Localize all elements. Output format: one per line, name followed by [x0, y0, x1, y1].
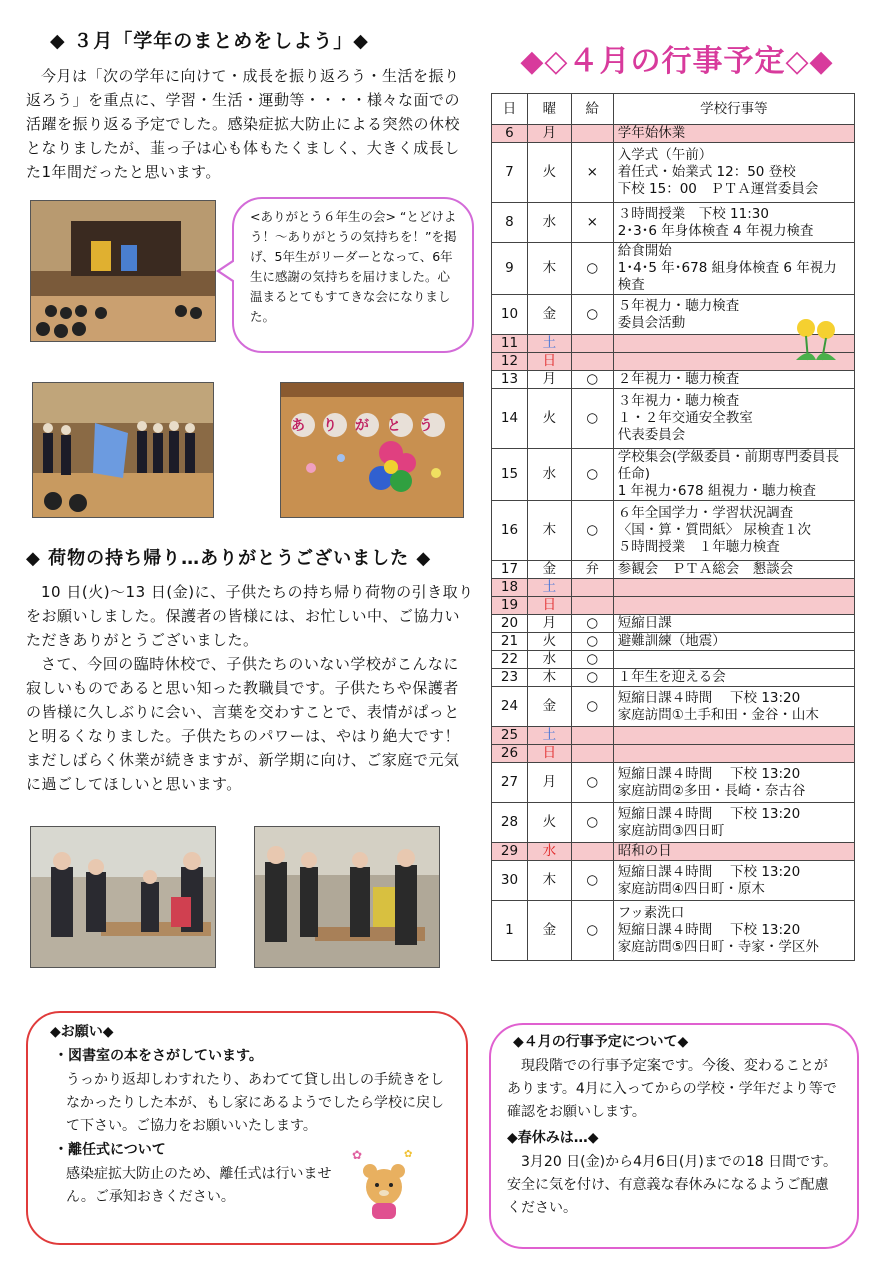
schedule-row	[492, 843, 855, 861]
schedule-weekday-cell: 日	[527, 745, 571, 763]
schedule-weekday-cell: 火	[527, 633, 571, 651]
schedule-weekday-cell: 土	[527, 335, 571, 353]
schedule-weekday-cell: 月	[527, 615, 571, 633]
notice-title: ◆お願い◆	[50, 1024, 114, 1040]
schedule-event-cell: 短縮日課４時間 下校 13:20 家庭訪問④四日町・原木	[613, 861, 854, 901]
schedule-event-cell	[613, 727, 854, 745]
schedule-day-cell: 11	[492, 335, 528, 353]
schedule-day-cell: 30	[492, 861, 528, 901]
schedule-day-cell: 25	[492, 727, 528, 745]
section-heading-march: ◆ ３月「学年のまとめをしよう」◆	[50, 30, 369, 52]
schedule-event-cell: 短縮日課４時間 下校 13:20 家庭訪問③四日町	[613, 803, 854, 843]
schedule-lunch-cell: ×	[571, 143, 613, 203]
schedule-weekday-cell: 月	[527, 371, 571, 389]
schedule-day-cell: 10	[492, 295, 528, 335]
schedule-day-cell: 18	[492, 579, 528, 597]
schedule-lunch-cell	[571, 597, 613, 615]
parents-pickup-image-2	[255, 827, 439, 967]
schedule-lunch-cell: ○	[571, 371, 613, 389]
schedule-row	[492, 727, 855, 745]
schedule-lunch-cell: ○	[571, 861, 613, 901]
schedule-event-cell: ３時間授業 下校 11:30 2･3･6 年身体検査 4 年視力検査	[613, 203, 854, 243]
bear-illustration	[344, 1143, 424, 1223]
schedule-lunch-cell: ○	[571, 615, 613, 633]
dandelion-illustration	[790, 316, 842, 364]
thanks-event-bubble	[232, 197, 474, 353]
schedule-day-cell: 16	[492, 501, 528, 561]
april-schedule-title: ◆◇４月の行事予定◇◆	[520, 44, 834, 79]
schedule-lunch-cell: ×	[571, 203, 613, 243]
schedule-event-cell: １年生を迎える会	[613, 669, 854, 687]
schedule-weekday-cell: 金	[527, 295, 571, 335]
schedule-day-cell: 23	[492, 669, 528, 687]
april-schedule-table	[491, 93, 855, 961]
march-summary-paragraph: 今月は「次の学年に向けて・成長を振り返ろう・生活を振り返ろう」を重点に、学習・生活・運動等・・・・様々な面での活躍を振り返る予定でした。感染症拡大防止による突然の休校となりましたが、韮っ子は心も体もたくましく、大きく成長した1年間だったと思います。	[26, 67, 461, 181]
farewell-ceremony-body: 感染症拡大防止のため、離任式は行いません。ご承知おきください。	[66, 1166, 332, 1205]
schedule-day-cell: 21	[492, 633, 528, 651]
students-flag-photo	[32, 382, 214, 518]
schedule-lunch-cell: ○	[571, 633, 613, 651]
schedule-header-row	[492, 94, 855, 125]
schedule-weekday-cell: 金	[527, 901, 571, 961]
schedule-row	[492, 745, 855, 763]
schedule-note-body: 現段階での行事予定案です。今後、変わることがあります。4月に入ってからの学校・学年だより等で確認をお願いします。	[507, 1058, 837, 1120]
notice-box	[26, 1011, 468, 1245]
schedule-row	[492, 687, 855, 727]
assembly-hall-photo	[30, 200, 216, 342]
schedule-event-cell	[613, 579, 854, 597]
belongings-paragraph-1: 10 日(火)～13 日(金)に、子供たちの持ち帰り荷物の引き取りをお願いしました。保護者の皆様には、お忙しい中、ご協力いただきありがとうございました。	[26, 583, 474, 649]
belongings-paragraph-2: さて、今回の臨時休校で、子供たちのいない学校がこんなに寂しいものであると思い知った教職員です。子供たちや保護者の皆様に久しぶりに会い、言葉を交わすことで、表情がぱっとと明るくなりました。子供たちのパワーは、やはり絶大です！まだしばらく休業が続きますが、新学期に向け、ご家庭で元気に過ごしてほしいと思います。	[26, 655, 461, 793]
schedule-event-cell: 短縮日課４時間 下校 13:20 家庭訪問①土手和田・金谷・山木	[613, 687, 854, 727]
schedule-weekday-cell: 日	[527, 597, 571, 615]
bubble-tail-inner	[220, 261, 235, 281]
schedule-event-cell: 昭和の日	[613, 843, 854, 861]
library-notice-title: ・図書室の本をさがしています。	[54, 1048, 263, 1064]
schedule-event-cell: フッ素洗口 短縮日課４時間 下校 13:20 家庭訪問⑤四日町・寺家・学区外	[613, 901, 854, 961]
schedule-row	[492, 651, 855, 669]
header-day: 日	[492, 94, 528, 125]
schedule-row	[492, 203, 855, 243]
schedule-day-cell: 13	[492, 371, 528, 389]
schedule-row	[492, 669, 855, 687]
header-weekday: 曜	[527, 94, 571, 125]
schedule-weekday-cell: 月	[527, 125, 571, 143]
schedule-weekday-cell: 金	[527, 687, 571, 727]
schedule-lunch-cell: ○	[571, 295, 613, 335]
schedule-event-cell: ６年全国学力・学習状況調査 〈国・算・質問紙〉 尿検査１次 ５時間授業 １年聴力検査	[613, 501, 854, 561]
schedule-weekday-cell: 火	[527, 143, 571, 203]
schedule-day-cell: 27	[492, 763, 528, 803]
schedule-weekday-cell: 火	[527, 803, 571, 843]
schedule-row	[492, 371, 855, 389]
schedule-event-cell: 参観会 ＰＴＡ総会 懇談会	[613, 561, 854, 579]
parents-pickup-photo-2	[254, 826, 440, 968]
assembly-hall-image	[31, 201, 215, 341]
schedule-day-cell: 15	[492, 449, 528, 501]
schedule-row	[492, 597, 855, 615]
schedule-day-cell: 1	[492, 901, 528, 961]
belongings-text	[26, 580, 474, 796]
schedule-day-cell: 26	[492, 745, 528, 763]
schedule-lunch-cell: ○	[571, 501, 613, 561]
spring-break-title: ◆春休みは…◆	[507, 1130, 599, 1146]
schedule-lunch-cell: ○	[571, 449, 613, 501]
schedule-row	[492, 901, 855, 961]
schedule-row	[492, 449, 855, 501]
schedule-day-cell: 20	[492, 615, 528, 633]
schedule-row	[492, 143, 855, 203]
thanks-banner-text: ありがとう	[291, 418, 451, 434]
schedule-lunch-cell	[571, 745, 613, 763]
library-notice-body: うっかり返却しわすれたり、あわてて貸し出しの手続きをしなかったりした本が、もし家にあるようでしたら学校に戻して下さい。ご協力をお願いいたします。	[66, 1072, 444, 1134]
spring-break-body: 3月20 日(金)から4月6日(月)までの18 日間です。安全に気を付け、有意義な春休みになるようご配慮ください。	[507, 1154, 837, 1216]
schedule-weekday-cell: 土	[527, 579, 571, 597]
schedule-weekday-cell: 水	[527, 203, 571, 243]
schedule-weekday-cell: 木	[527, 501, 571, 561]
schedule-lunch-cell: ○	[571, 763, 613, 803]
schedule-note-title: ◆４月の行事予定について◆	[513, 1034, 689, 1050]
schedule-lunch-cell	[571, 727, 613, 745]
header-events: 学校行事等	[613, 94, 854, 125]
schedule-day-cell: 19	[492, 597, 528, 615]
schedule-event-cell: ２年視力・聴力検査	[613, 371, 854, 389]
schedule-weekday-cell: 木	[527, 669, 571, 687]
schedule-day-cell: 28	[492, 803, 528, 843]
schedule-row	[492, 615, 855, 633]
thanks-banner-photo	[280, 382, 464, 518]
schedule-event-cell	[613, 745, 854, 763]
thanks-banner-image	[281, 383, 463, 517]
farewell-ceremony-title: ・離任式について	[54, 1142, 166, 1158]
schedule-row	[492, 579, 855, 597]
schedule-day-cell: 8	[492, 203, 528, 243]
schedule-lunch-cell	[571, 353, 613, 371]
schedule-row	[492, 561, 855, 579]
schedule-note-box	[489, 1023, 859, 1249]
schedule-row	[492, 763, 855, 803]
header-lunch: 給	[571, 94, 613, 125]
schedule-weekday-cell: 月	[527, 763, 571, 803]
schedule-body	[492, 125, 855, 961]
schedule-weekday-cell: 金	[527, 561, 571, 579]
parents-pickup-image-1	[31, 827, 215, 967]
bubble-text: <ありがとう６年生の会> “とどけよう！～ありがとうの気持ちを！”を掲げ、5年生がリーダーとなって、6年生に感謝の気持ちを届けました。心温まるとてもすてきな会になりました。	[250, 209, 457, 324]
schedule-row	[492, 243, 855, 295]
schedule-event-cell	[613, 651, 854, 669]
schedule-event-cell: 短縮日課４時間 下校 13:20 家庭訪問②多田・長崎・奈古谷	[613, 763, 854, 803]
schedule-lunch-cell: ○	[571, 389, 613, 449]
schedule-day-cell: 6	[492, 125, 528, 143]
schedule-day-cell: 14	[492, 389, 528, 449]
schedule-weekday-cell: 水	[527, 449, 571, 501]
schedule-lunch-cell: 弁	[571, 561, 613, 579]
march-summary-text	[26, 64, 474, 184]
schedule-lunch-cell: ○	[571, 803, 613, 843]
schedule-event-cell: 避難訓練（地震）	[613, 633, 854, 651]
schedule-weekday-cell: 火	[527, 389, 571, 449]
schedule-event-cell: 入学式（午前） 着任式・始業式 12：50 登校 下校 15：00 ＰＴＡ運営委員会	[613, 143, 854, 203]
schedule-weekday-cell: 水	[527, 651, 571, 669]
schedule-lunch-cell: ○	[571, 687, 613, 727]
svg-text:✿: ✿	[352, 1148, 363, 1162]
schedule-event-cell: 給食開始 1･4･5 年･678 組身体検査 6 年視力検査	[613, 243, 854, 295]
section-heading-belongings: ◆ 荷物の持ち帰り…ありがとうございました ◆	[26, 548, 432, 569]
students-flag-image	[33, 383, 213, 517]
schedule-day-cell: 22	[492, 651, 528, 669]
schedule-row	[492, 501, 855, 561]
schedule-day-cell: 9	[492, 243, 528, 295]
schedule-day-cell: 7	[492, 143, 528, 203]
schedule-weekday-cell: 土	[527, 727, 571, 745]
schedule-row	[492, 389, 855, 449]
schedule-event-cell: ５年視力・聴力検査 委員会活動	[613, 295, 854, 335]
schedule-event-cell: 学校集会(学級委員・前期専門委員長任命) 1 年視力･678 組視力・聴力検査	[613, 449, 854, 501]
schedule-row	[492, 633, 855, 651]
schedule-day-cell: 29	[492, 843, 528, 861]
schedule-event-cell: 学年始休業	[613, 125, 854, 143]
schedule-row	[492, 125, 855, 143]
schedule-lunch-cell: ○	[571, 243, 613, 295]
schedule-lunch-cell	[571, 843, 613, 861]
schedule-lunch-cell: ○	[571, 651, 613, 669]
schedule-lunch-cell	[571, 579, 613, 597]
schedule-row	[492, 803, 855, 843]
schedule-day-cell: 17	[492, 561, 528, 579]
schedule-lunch-cell: ○	[571, 901, 613, 961]
schedule-event-cell	[613, 597, 854, 615]
schedule-lunch-cell	[571, 335, 613, 353]
svg-text:✿: ✿	[404, 1149, 413, 1160]
schedule-lunch-cell: ○	[571, 669, 613, 687]
schedule-row	[492, 861, 855, 901]
schedule-event-cell: ３年視力・聴力検査 １・２年交通安全教室 代表委員会	[613, 389, 854, 449]
schedule-weekday-cell: 日	[527, 353, 571, 371]
schedule-day-cell: 12	[492, 353, 528, 371]
parents-pickup-photo-1	[30, 826, 216, 968]
schedule-event-cell: 短縮日課	[613, 615, 854, 633]
schedule-weekday-cell: 水	[527, 843, 571, 861]
schedule-lunch-cell	[571, 125, 613, 143]
schedule-weekday-cell: 木	[527, 861, 571, 901]
schedule-weekday-cell: 木	[527, 243, 571, 295]
schedule-day-cell: 24	[492, 687, 528, 727]
